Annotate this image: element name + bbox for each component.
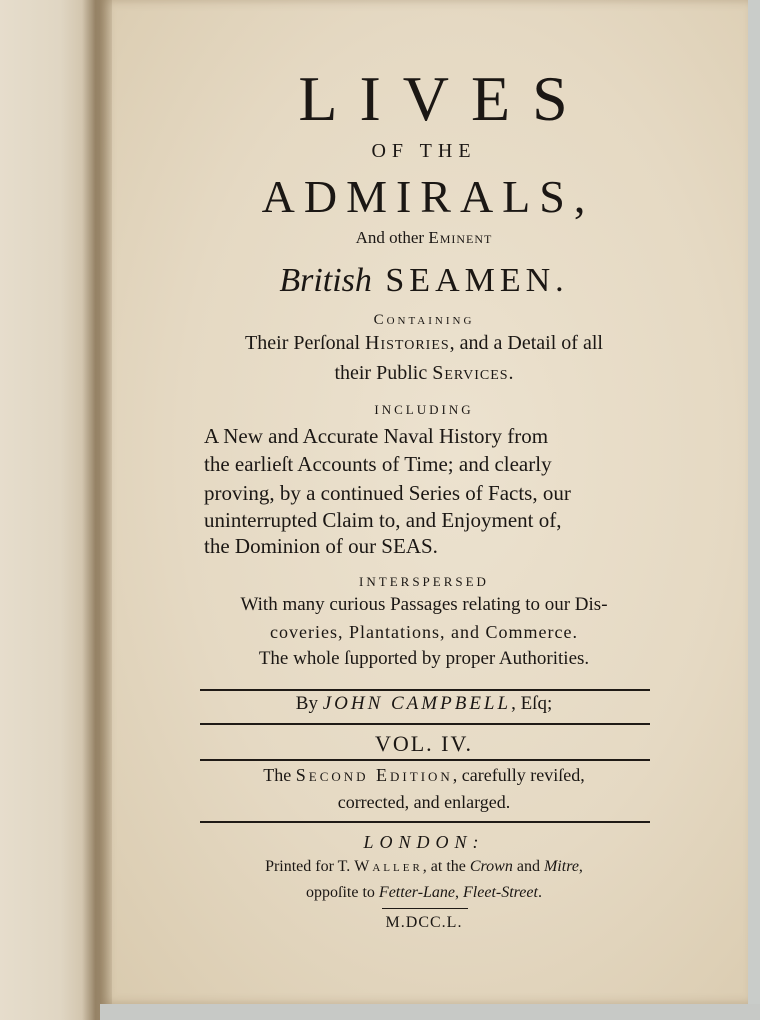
crown-text: Crown xyxy=(469,858,513,875)
edition-line-1 xyxy=(100,765,748,786)
line-text: , at the xyxy=(422,858,470,875)
printer-name: Waller xyxy=(354,858,423,875)
imprint-city: LONDON: xyxy=(363,832,485,852)
eminent-text: Eminent xyxy=(428,228,493,247)
imprint-printer xyxy=(100,858,748,876)
interspersed-heading: INTERSPERSED xyxy=(359,574,489,589)
rule-above-author xyxy=(200,689,650,691)
imprint-date: M.DCC.L. xyxy=(385,914,463,931)
containing-line-2 xyxy=(100,362,748,385)
title-british-seamen xyxy=(100,262,748,300)
including-line-1: A New and Accurate Naval History from xyxy=(204,424,549,448)
including-line-4: uninterrupted Claim to, and Enjoyment of, xyxy=(204,508,562,532)
mitre-text: Mitre xyxy=(543,858,579,875)
title-lives: LIVES xyxy=(298,63,590,134)
volume-number: VOL. IV. xyxy=(374,731,474,756)
line-text: their Public xyxy=(334,362,433,384)
seamen-text: SEAMEN. xyxy=(371,262,569,299)
edition-line-2: corrected, and enlarged. xyxy=(337,792,511,812)
interspersed-line-2: coveries, Plantations, and Commerce. xyxy=(270,622,578,642)
containing-line-1 xyxy=(100,332,748,355)
second-edition-text: Second Edition xyxy=(295,765,453,785)
line-text: Their Perſonal xyxy=(245,332,366,354)
esq-text: , Eſq; xyxy=(511,693,553,714)
line-text: , xyxy=(455,884,464,901)
including-heading: INCLUDING xyxy=(374,402,474,417)
services-text: Services xyxy=(432,362,509,384)
rule-above-volume xyxy=(200,723,650,725)
line-text: and xyxy=(512,858,544,875)
imprint-address xyxy=(100,884,748,902)
line-text: , and a Detail of all xyxy=(449,332,603,354)
rule-above-edition xyxy=(200,759,650,761)
and-other-text: And other xyxy=(355,228,429,247)
line-text: . xyxy=(537,884,542,901)
interspersed-line-3: The whole ſupported by proper Authorities. xyxy=(258,648,590,669)
containing-heading: Containing xyxy=(373,312,475,328)
author-line xyxy=(100,693,748,715)
line-text: , xyxy=(578,858,583,875)
including-line-2: the earlieſt Accounts of Time; and clearly xyxy=(204,452,552,476)
british-text: British xyxy=(279,262,372,299)
title-of-the: OF THE xyxy=(371,140,477,162)
page-bottom-edge xyxy=(100,1004,760,1020)
fetter-lane-text: Fetter-Lane xyxy=(378,884,456,901)
fleet-street-text: Fleet-Street xyxy=(463,884,538,901)
rule-above-date xyxy=(382,908,468,909)
rule-below-edition xyxy=(200,821,650,823)
author-name: JOHN CAMPBELL xyxy=(322,693,512,714)
interspersed-line-1: With many curious Passages relating to our Dis- xyxy=(240,594,608,615)
including-line-3: proving, by a continued Series of Facts, our xyxy=(204,481,571,505)
title-admirals: ADMIRALS, xyxy=(261,171,595,222)
page-edge xyxy=(748,0,760,1020)
by-text: By xyxy=(295,693,323,714)
including-line-5: the Dominion of our SEAS. xyxy=(204,534,438,558)
line-text: . xyxy=(508,362,514,384)
line-text: oppoſite to xyxy=(306,884,379,901)
histories-text: Histories xyxy=(365,332,450,354)
line-text: Printed for T. xyxy=(265,858,355,875)
line-text: , carefully reviſed, xyxy=(452,765,585,785)
title-eminent-line xyxy=(100,228,748,248)
line-text: The xyxy=(263,765,296,785)
